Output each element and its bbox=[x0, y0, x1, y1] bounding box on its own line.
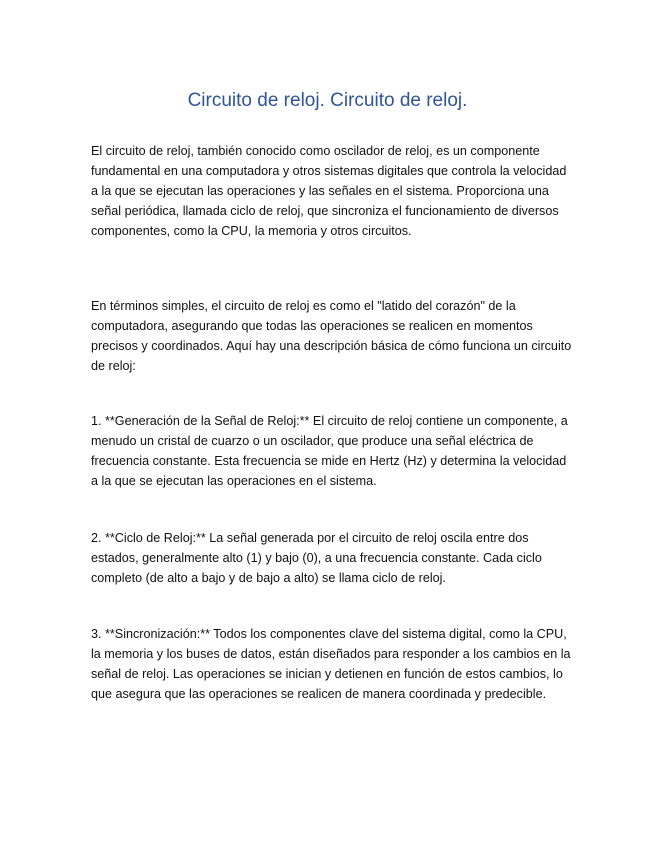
paragraph-intro: El circuito de reloj, también conocido como oscilador de reloj, es un componente fundamental en una computadora y otros sistemas digitales que controla la velocidad a la que se ejecutan las operaciones y las señales en el sistema. Proporciona una señal periódica, llamada ciclo de reloj, que sincroniza el funcionamiento de diversos componentes, como la CPU, la memoria y otros circuitos. bbox=[91, 144, 567, 238]
paragraph-synchronization: 3. **Sincronización:** Todos los componentes clave del sistema digital, como la CPU, la memoria y los buses de datos, están diseñados para responder a los cambios en la señal de reloj. Las operaciones se inician y detienen en función de estos cambios, lo que asegura que las operaciones se realicen de manera coordinada y predecible. bbox=[91, 627, 571, 701]
paragraph-simple-terms: En términos simples, el circuito de reloj es como el "latido del corazón" de la computadora, asegurando que todas las operaciones se realicen en momentos precisos y coordinados. Aquí hay una descripción básica de cómo funciona un circuito de reloj: bbox=[91, 299, 572, 373]
document-title: Circuito de reloj. Circuito de reloj. bbox=[187, 90, 468, 111]
paragraph-clock-cycle: 2. **Ciclo de Reloj:** La señal generada por el circuito de reloj oscila entre dos estados, generalmente alto (1) y bajo (0), a una frecuencia constante. Cada ciclo completo (de alto a bajo y de bajo a alto) se llama ciclo de reloj. bbox=[91, 531, 542, 585]
paragraph-signal-generation: 1. **Generación de la Señal de Reloj:** El circuito de reloj contiene un componente, a menudo un cristal de cuarzo o un oscilador, que produce una señal eléctrica de frecuencia constante. Esta frecuencia se mide en Hertz (Hz) y determina la velocidad a la que se ejecutan las operaciones en el sistema. bbox=[91, 414, 568, 488]
